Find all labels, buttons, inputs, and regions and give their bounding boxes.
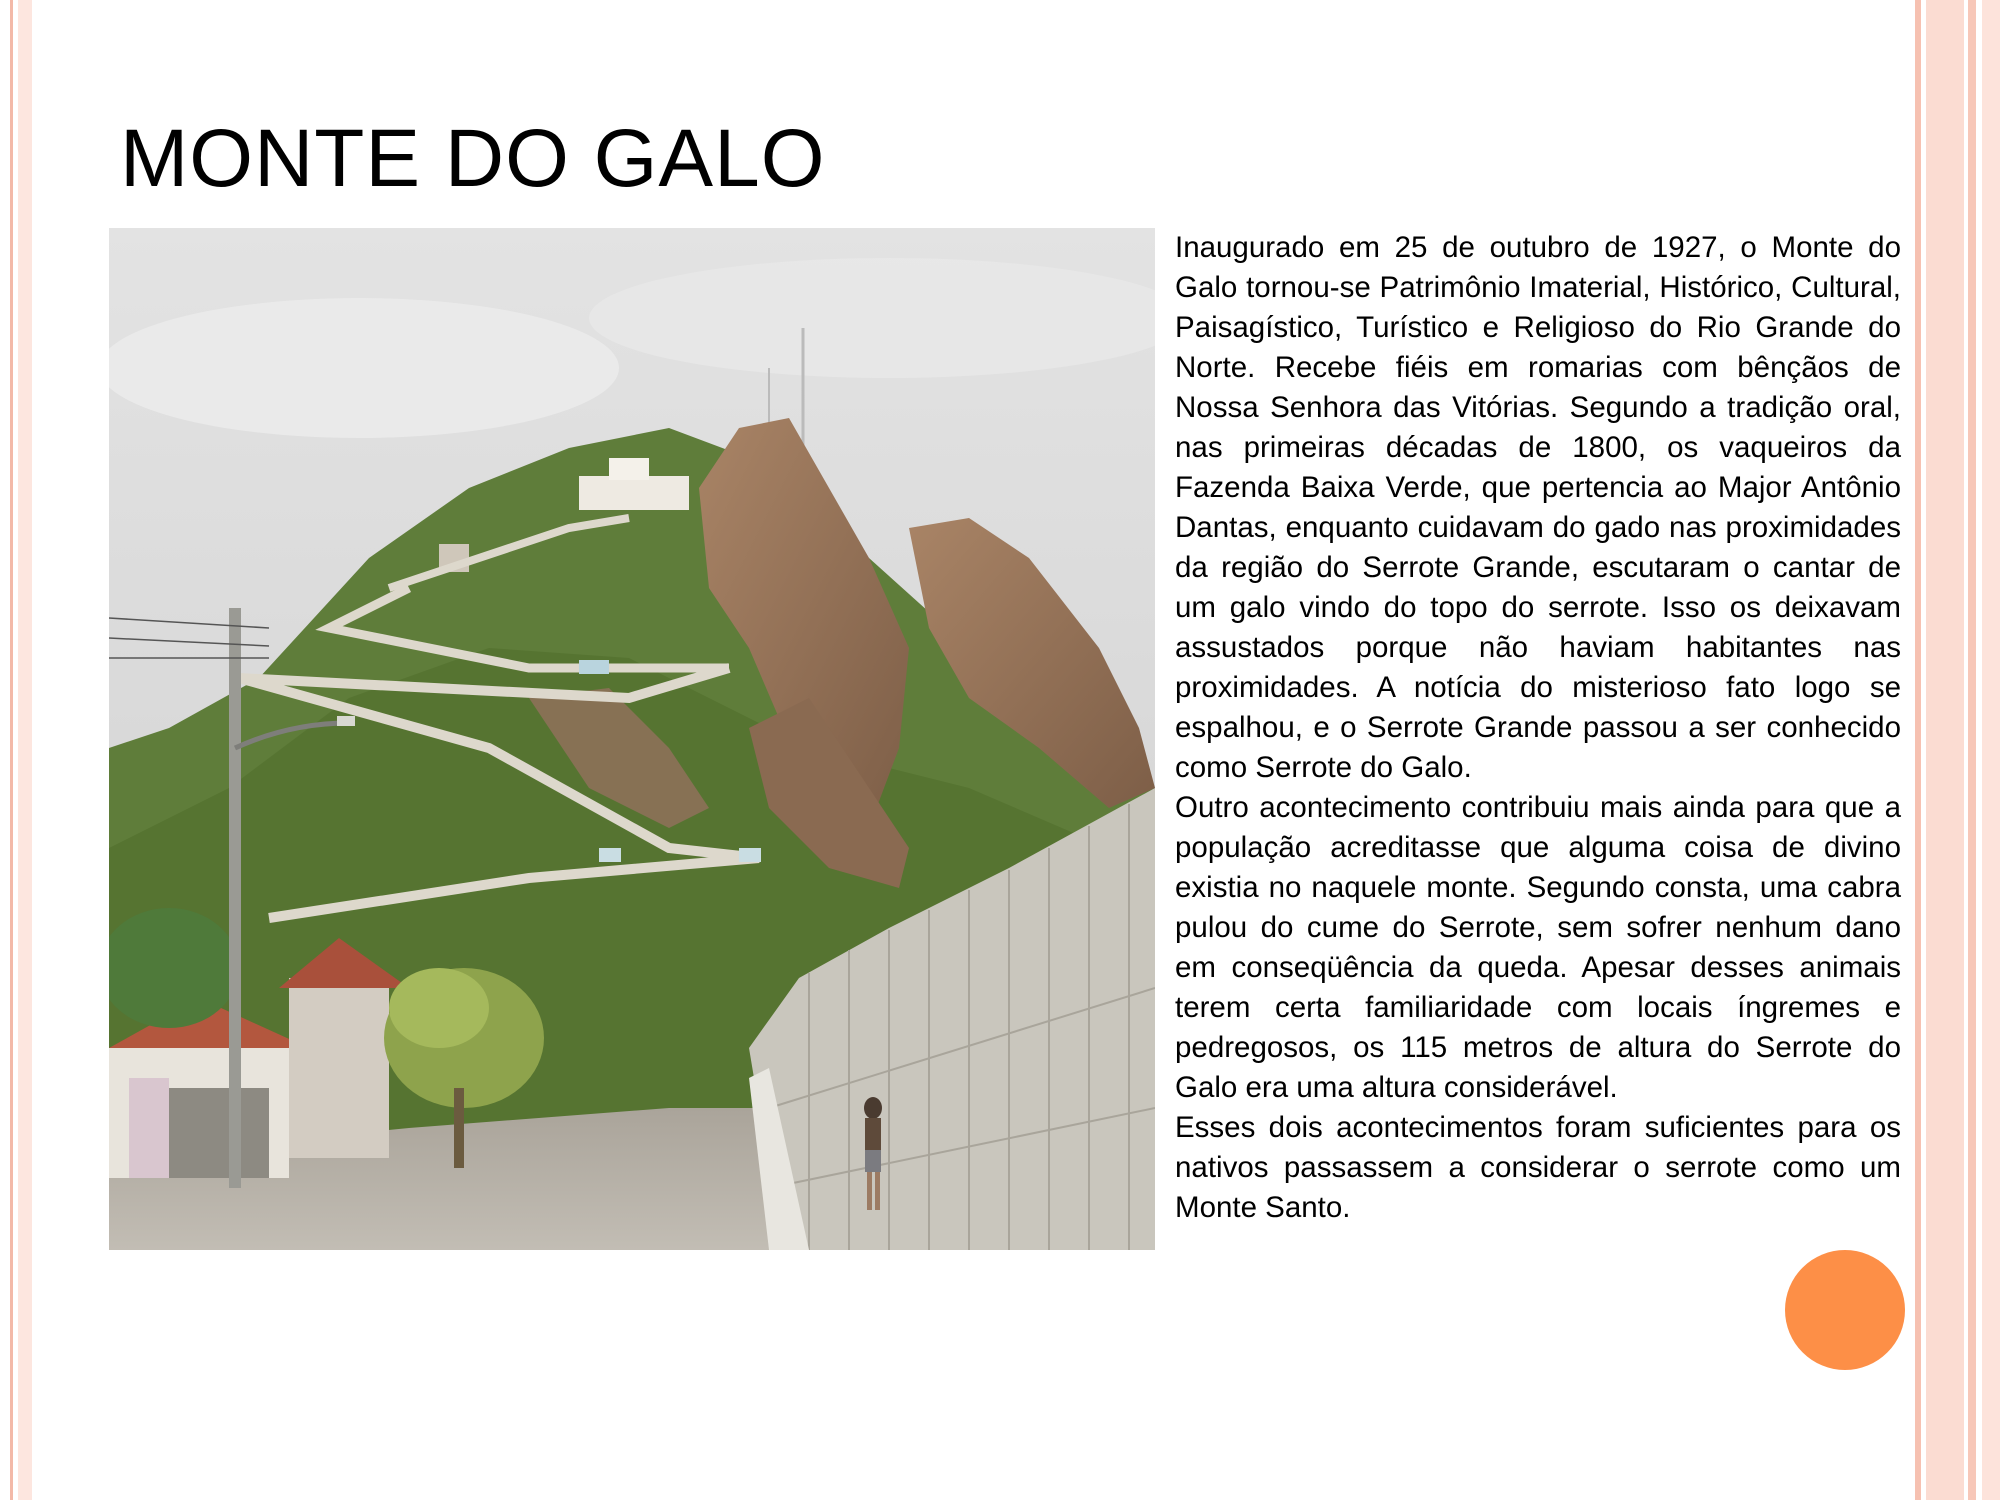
orange-accent-circle bbox=[1785, 1250, 1905, 1370]
left-decor-bar bbox=[18, 0, 32, 1500]
paragraph-3: Esses dois acontecimentos foram suficientes para os nativos passassem a considerar o serrote como um Monte Santo. bbox=[1175, 1111, 1901, 1224]
left-decor-bar-thin bbox=[10, 0, 13, 1500]
right-decor-bar-4 bbox=[1982, 0, 2000, 1500]
paragraph-1: Inaugurado em 25 de outubro de 1927, o Monte do Galo tornou-se Patrimônio Imaterial, Histórico, Cultural, Paisagístico, Turístico e Religioso do Rio Grande do Norte. Recebe fiéis em romarias com bênçãos de Nossa Senhora das Vitórias. Segundo a tradição oral, nas primeiras décadas de 1800, os vaqueiros da Fazenda Baixa Verde, que pertencia ao Major Antônio Dantas, enquanto cuidavam do gado nas proximidades da região do Serrote Grande, escutaram o cantar de um galo vindo do topo do serrote. Isso os deixavam assustados porque não haviam habitantes nas proximidades. A notícia do misterioso fato logo se espalhou, e o Serrote Grande passou a ser conhecido como Serrote do Galo. bbox=[1175, 231, 1901, 784]
monte-do-galo-photo bbox=[109, 228, 1155, 1250]
slide-title: MONTE DO GALO bbox=[120, 113, 826, 204]
body-text bbox=[1175, 228, 1901, 1228]
paragraph-2: Outro acontecimento contribuiu mais ainda para que a população acreditasse que alguma coisa de divino existia no naquele monte. Segundo consta, uma cabra pulou do cume do Serrote, sem sofrer nenhum dano em conseqüência da queda. Apesar desses animais terem certa familiaridade com locais íngremes e pedregosos, os 115 metros de altura do Serrote do Galo era uma altura considerável. bbox=[1175, 791, 1901, 1104]
right-decor-bar-1 bbox=[1915, 0, 1921, 1500]
right-decor-bar-3 bbox=[1968, 0, 1976, 1500]
right-decor-bar-2 bbox=[1926, 0, 1964, 1500]
